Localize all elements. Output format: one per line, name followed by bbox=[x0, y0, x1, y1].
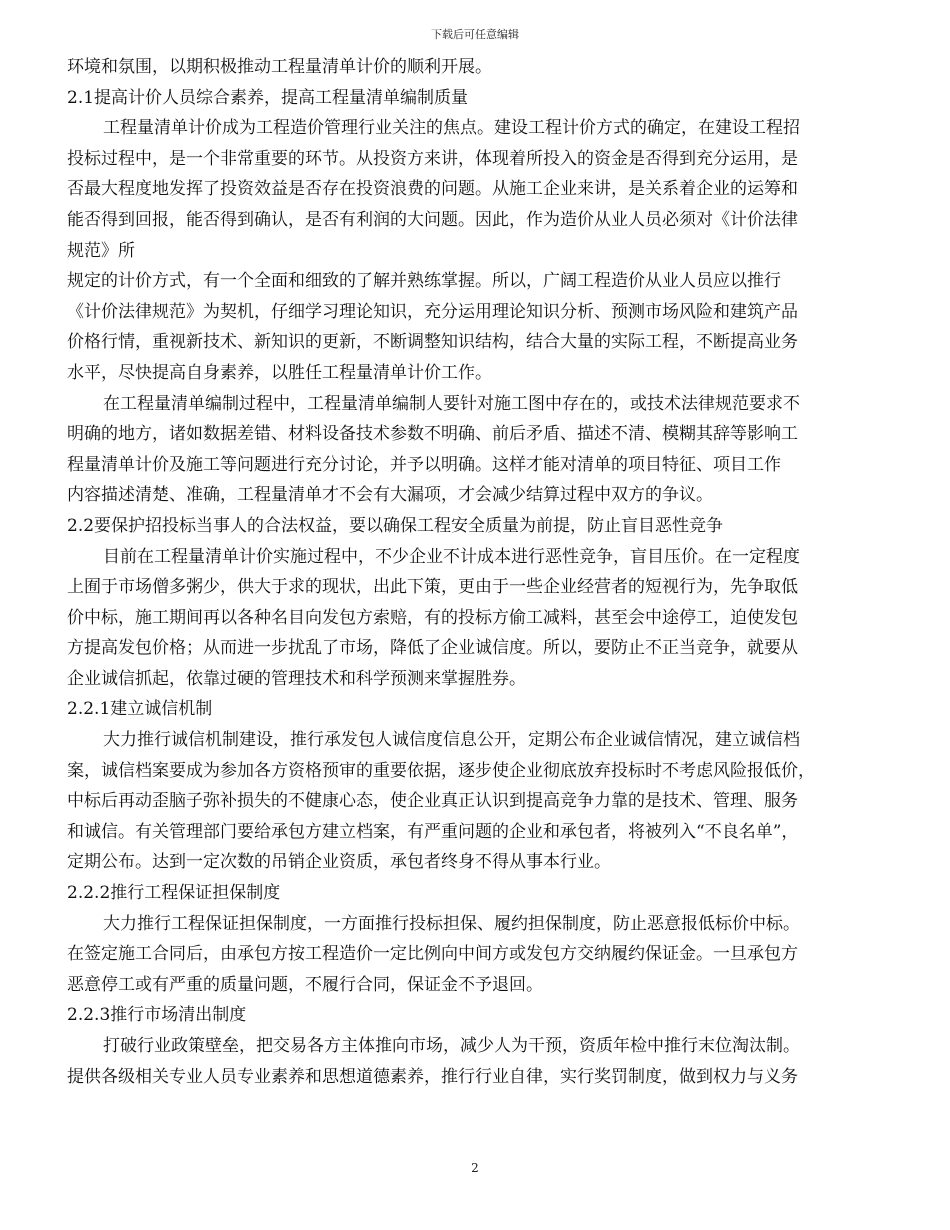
paragraph-line: 打破行业政策壁垒，把交易各方主体推向市场，减少人为干预，资质年检中推行末位淘汰制。 bbox=[103, 1036, 800, 1056]
paragraph-line: 提供各级相关专业人员专业素养和思想道德素养，推行行业自律，实行奖罚制度，做到权力与义务 bbox=[67, 1066, 798, 1087]
paragraph-line: 目前在工程量清单计价实施过程中，不少企业不计成本进行恶性竞争，盲目压价。在一定程度 bbox=[103, 546, 800, 567]
paragraph-line: 规定的计价方式，有一个全面和细致的了解并熟练掌握。所以，广阔工程造价从业人员应以推行 bbox=[67, 271, 781, 292]
paragraph-line: 大力推行诚信机制建设，推行承发包人诚信度信息公开，定期公布企业诚信情况，建立诚信档 bbox=[103, 730, 800, 751]
paragraph-line: 大力推行工程保证担保制度，一方面推行投标担保、履约担保制度，防止恶意报低标价中标。 bbox=[103, 913, 800, 934]
paragraph-line: 上囿于市场僧多粥少，供大于求的现状，出此下策，更由于一些企业经营者的短视行为，先争取低 bbox=[67, 577, 798, 598]
paragraph-line: 企业诚信抓起，依靠过硬的管理技术和科学预测来掌握胜券。 bbox=[67, 668, 526, 689]
paragraph-line: 否最大程度地发挥了投资效益是否存在投资浪费的问题。从施工企业来讲，是关系着企业的运筹和 bbox=[67, 179, 798, 200]
paragraph-line: 能否得到回报，能否得到确认，是否有利润的大问题。因此，作为造价从业人员必须对《计价法律 bbox=[67, 209, 798, 230]
paragraph-line: 方提高发包价格；从而进一步扰乱了市场，降低了企业诚信度。所以，要防止不正当竞争，就要从 bbox=[67, 638, 798, 659]
paragraph-line: 内容描述清楚、准确，工程量清单才不会有大漏项，才会减少结算过程中双方的争议。 bbox=[67, 485, 713, 506]
paragraph-line: 案，诚信档案要成为参加各方资格预审的重要依据，逐步使企业彻底放弃投标时不考虑风险报低价， bbox=[67, 760, 815, 781]
section-heading: 2.1提高计价人员综合素养，提高工程量清单编制质量 bbox=[67, 87, 469, 108]
paragraph-line: 在签定施工合同后，由承包方按工程造价一定比例向中间方或发包方交纳履约保证金。一旦承包方 bbox=[67, 944, 798, 965]
text-line: 环境和氛围，以期积极推动工程量清单计价的顺利开展。 bbox=[67, 57, 492, 77]
paragraph-line: 定期公布。达到一定次数的吊销企业资质，承包者终身不得从事本行业。 bbox=[67, 852, 611, 873]
paragraph-line: 价中标，施工期间再以各种名目向发包方索赔，有的投标方偷工减料，甚至会中途停工，迫使发包 bbox=[67, 607, 798, 628]
paragraph-line: 中标后再动歪脑子弥补损失的不健康心态，使企业真正认识到提高竞争力靠的是技术、管理、服务 bbox=[67, 791, 798, 812]
paragraph-line: 在工程量清单编制过程中，工程量清单编制人要针对施工图中存在的，或技术法律规范要求不 bbox=[103, 393, 800, 414]
paragraph-line: 明确的地方，诸如数据差错、材料设备技术参数不明确、前后矛盾、描述不清、模糊其辞等影响工 bbox=[67, 424, 798, 445]
document-body bbox=[67, 52, 883, 1092]
page-number: 2 bbox=[471, 1161, 479, 1175]
paragraph-line: 工程量清单计价成为工程造价管理行业关注的焦点。建设工程计价方式的确定，在建设工程招 bbox=[103, 118, 800, 139]
paragraph-line: 和诚信。有关管理部门要给承包方建立档案，有严重问题的企业和承包者，将被列入“不良名单”， bbox=[67, 821, 799, 842]
paragraph-line: 水平，尽快提高自身素养，以胜任工程量清单计价工作。 bbox=[67, 362, 492, 383]
paragraph-line: 恶意停工或有严重的质量问题，不履行合同，保证金不予退回。 bbox=[67, 974, 543, 995]
subsection-heading: 2.2.2推行工程保证担保制度 bbox=[67, 883, 281, 904]
subsection-heading: 2.2.3推行市场清出制度 bbox=[67, 1005, 247, 1026]
paragraph-line: 投标过程中，是一个非常重要的环节。从投资方来讲，体现着所投入的资金是否得到充分运用，是 bbox=[67, 148, 798, 169]
page-header-note: 下载后可任意编辑 bbox=[431, 28, 519, 41]
subsection-heading: 2.2.1建立诚信机制 bbox=[67, 699, 213, 720]
paragraph-line: 规范》所 bbox=[67, 240, 135, 261]
paragraph-line: 价格行情，重视新技术、新知识的更新，不断调整知识结构，结合大量的实际工程，不断提高业务 bbox=[67, 332, 798, 353]
paragraph-line: 程量清单计价及施工等问题进行充分讨论，并予以明确。这样才能对清单的项目特征、项目工作 bbox=[67, 454, 781, 475]
paragraph-line: 《计价法律规范》为契机，仔细学习理论知识，充分运用理论知识分析、预测市场风险和建筑产品 bbox=[67, 301, 798, 322]
section-heading: 2.2要保护招投标当事人的合法权益，要以确保工程安全质量为前提，防止盲目恶性竞争 bbox=[67, 515, 724, 536]
